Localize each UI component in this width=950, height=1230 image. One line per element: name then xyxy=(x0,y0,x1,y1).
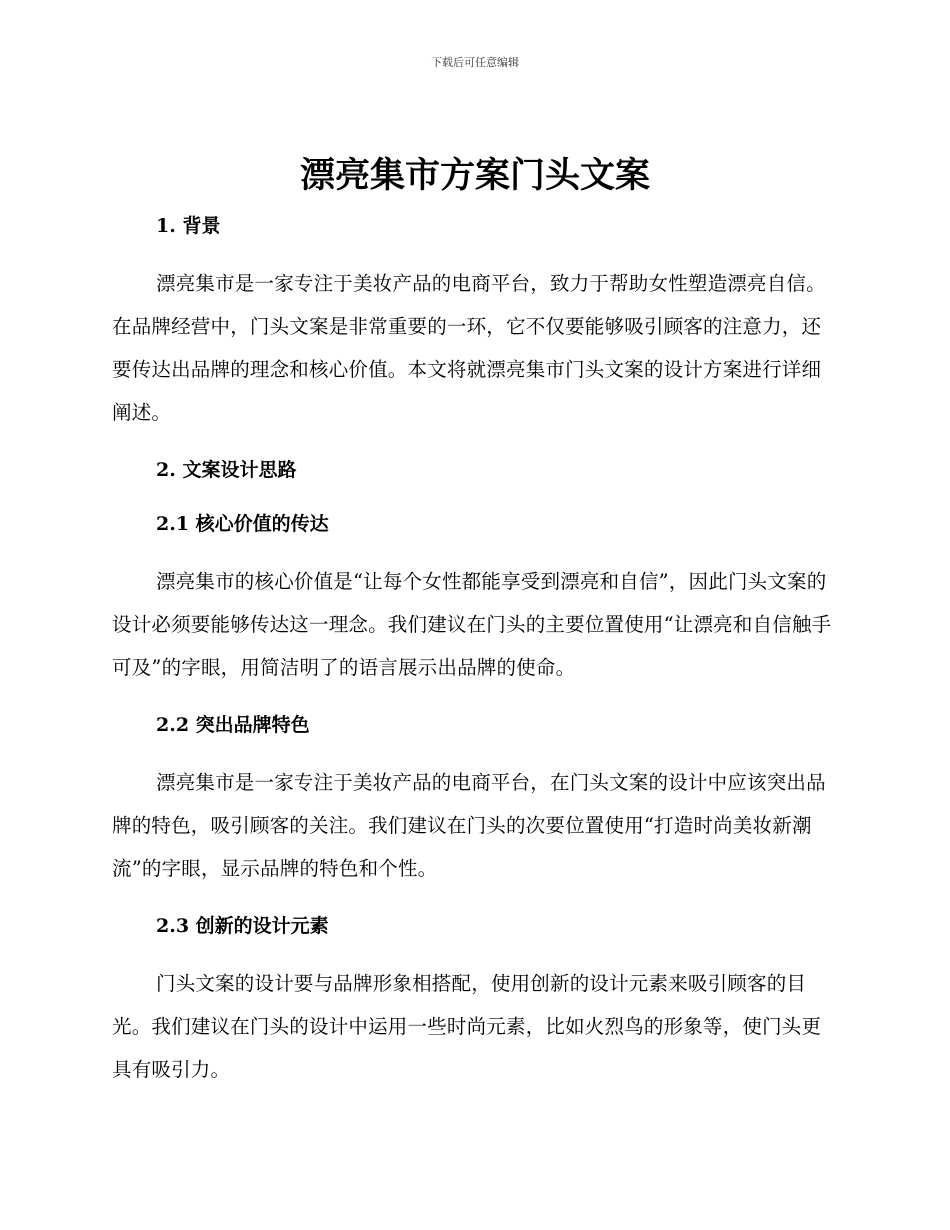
section-heading-design-ideas: 2. 文案设计思路 xyxy=(156,459,297,481)
section-paragraph-background: 漂亮集市是一家专注于美妆产品的电商平台，致力于帮助女性塑造漂亮自信。在品牌经营中，门头文案是非常重要的一环，它不仅要能够吸引顾客的注意力，还要传达出品牌的理念和核心价值。本文将就漂亮集市门头文案的设计方案进行详细阐述。 xyxy=(112,272,826,424)
section-heading-core-value: 2.1 核心价值的传达 xyxy=(156,513,329,535)
section-heading-background: 1. 背景 xyxy=(156,215,221,237)
section-paragraph-brand-features: 漂亮集市是一家专注于美妆产品的电商平台，在门头文案的设计中应该突出品牌的特色，吸引顾客的关注。我们建议在门头的次要位置使用“打造时尚美妆新潮流”的字眼，显示品牌的特色和个性。 xyxy=(112,771,826,880)
section-paragraph-innovative-elements: 门头文案的设计要与品牌形象相搭配，使用创新的设计元素来吸引顾客的目光。我们建议在门头的设计中运用一些时尚元素，比如火烈鸟的形象等，使门头更具有吸引力。 xyxy=(112,972,822,1081)
section-heading-brand-features: 2.2 突出品牌特色 xyxy=(156,714,310,736)
section-heading-innovative-elements: 2.3 创新的设计元素 xyxy=(156,915,329,937)
document-title: 漂亮集市方案门头文案 xyxy=(299,156,650,196)
section-paragraph-core-value: 漂亮集市的核心价值是“让每个女性都能享受到漂亮和自信”，因此门头文案的设计必须要能够传达这一理念。我们建议在门头的主要位置使用“让漂亮和自信触手可及”的字眼，用简洁明了的语言展示出品牌的使命。 xyxy=(112,570,832,679)
page-header-note: 下载后可任意编辑 xyxy=(431,56,519,69)
document-body xyxy=(112,200,832,1091)
